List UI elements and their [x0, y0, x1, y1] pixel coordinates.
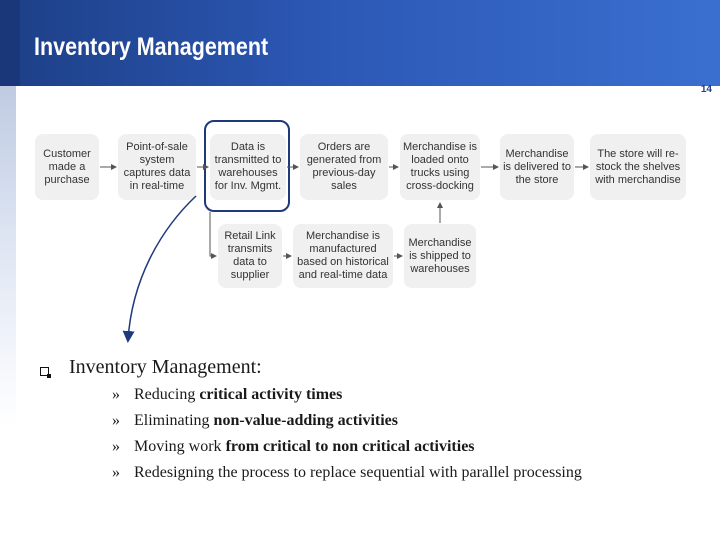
- callout-arrow: [128, 196, 196, 340]
- flow-box-shipped: Merchandise is shipped to warehouses: [404, 224, 476, 288]
- flow-box-customer: Customer made a purchase: [35, 134, 99, 200]
- content-heading: Inventory Management:: [69, 356, 262, 378]
- bullet-chevron: »: [112, 386, 120, 403]
- flow-box-restock: The store will re-stock the shelves with merchandise: [590, 134, 686, 200]
- flow-box-retail-link: Retail Link transmits data to supplier: [218, 224, 282, 288]
- slide-number: 14: [700, 84, 712, 95]
- flow-box-loaded: Merchandise is loaded onto trucks using cross-docking: [400, 134, 480, 200]
- bullet-chevron: »: [112, 412, 120, 429]
- bullet-item: » Moving work from critical to non critical activities: [112, 438, 475, 455]
- bullet-item: » Eliminating non-value-adding activities: [112, 412, 399, 429]
- bullet-item: » Redesigning the process to replace sequential with parallel processing: [112, 464, 582, 481]
- flow-box-pos: Point-of-sale system captures data in real-time: [118, 134, 196, 200]
- bullet-chevron: »: [112, 464, 120, 481]
- bullet-marker: [40, 367, 49, 376]
- flow-box-delivered: Merchandise is delivered to the store: [500, 134, 574, 200]
- flow-box-transmitted: Data is transmitted to warehouses for Inv. Mgmt.: [210, 134, 286, 200]
- slide-title: Inventory Management: [34, 33, 269, 61]
- flow-box-manufactured: Merchandise is manufactured based on historical and real-time data: [293, 224, 393, 288]
- bullet-chevron: »: [112, 438, 120, 455]
- bullet-item: » Reducing critical activity times: [112, 386, 343, 403]
- flow-box-orders: Orders are generated from previous-day sales: [300, 134, 388, 200]
- connector-branch: [210, 212, 216, 256]
